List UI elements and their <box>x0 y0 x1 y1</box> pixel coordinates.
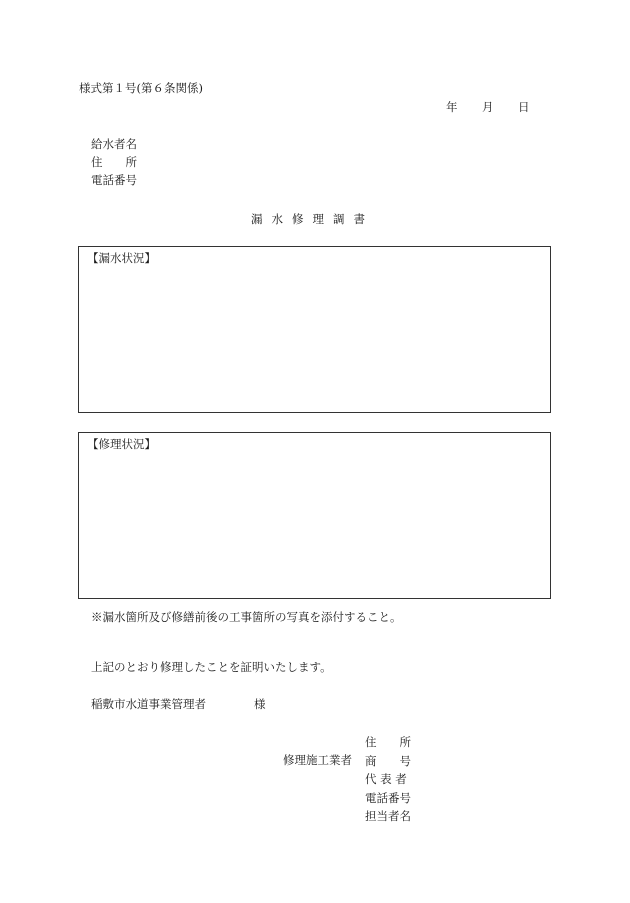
applicant-block <box>91 137 137 191</box>
address-label: 住 所 <box>91 155 137 169</box>
recipient-name-label: 給水者名 <box>91 137 137 151</box>
contractor-person-in-charge-label: 担当者名 <box>365 809 411 823</box>
repair-status-box <box>78 432 551 599</box>
photo-attachment-note: ※漏水箇所及び修繕前後の工事箇所の写真を添付すること。 <box>91 610 402 624</box>
repair-status-label: 【修理状況】 <box>87 437 156 451</box>
contractor-address-label: 住 所 <box>365 735 411 749</box>
addressee-name: 稲敷市水道事業管理者 <box>91 697 206 711</box>
date-year-label: 年 <box>446 100 458 114</box>
date-line <box>446 100 530 114</box>
addressee <box>91 697 266 711</box>
date-month-label: 月 <box>482 100 494 114</box>
document-title: 漏水修理調書 <box>251 212 374 226</box>
phone-label: 電話番号 <box>91 173 137 187</box>
leak-status-label: 【漏水状況】 <box>87 251 156 265</box>
contractor-phone-label: 電話番号 <box>365 790 411 805</box>
contractor-label: 修理施工業者 <box>283 753 352 767</box>
contractor-trade-name-label: 商 号 <box>365 753 411 768</box>
addressee-honorific: 様 <box>254 697 266 711</box>
certification-statement: 上記のとおり修理したことを証明いたします。 <box>91 660 332 674</box>
date-day-label: 日 <box>518 100 530 114</box>
leak-status-box <box>78 246 551 413</box>
contractor-representative-label: 代 表 者 <box>365 772 407 786</box>
form-number: 様式第１号(第６条関係) <box>79 81 203 95</box>
contractor-fields <box>365 735 411 828</box>
